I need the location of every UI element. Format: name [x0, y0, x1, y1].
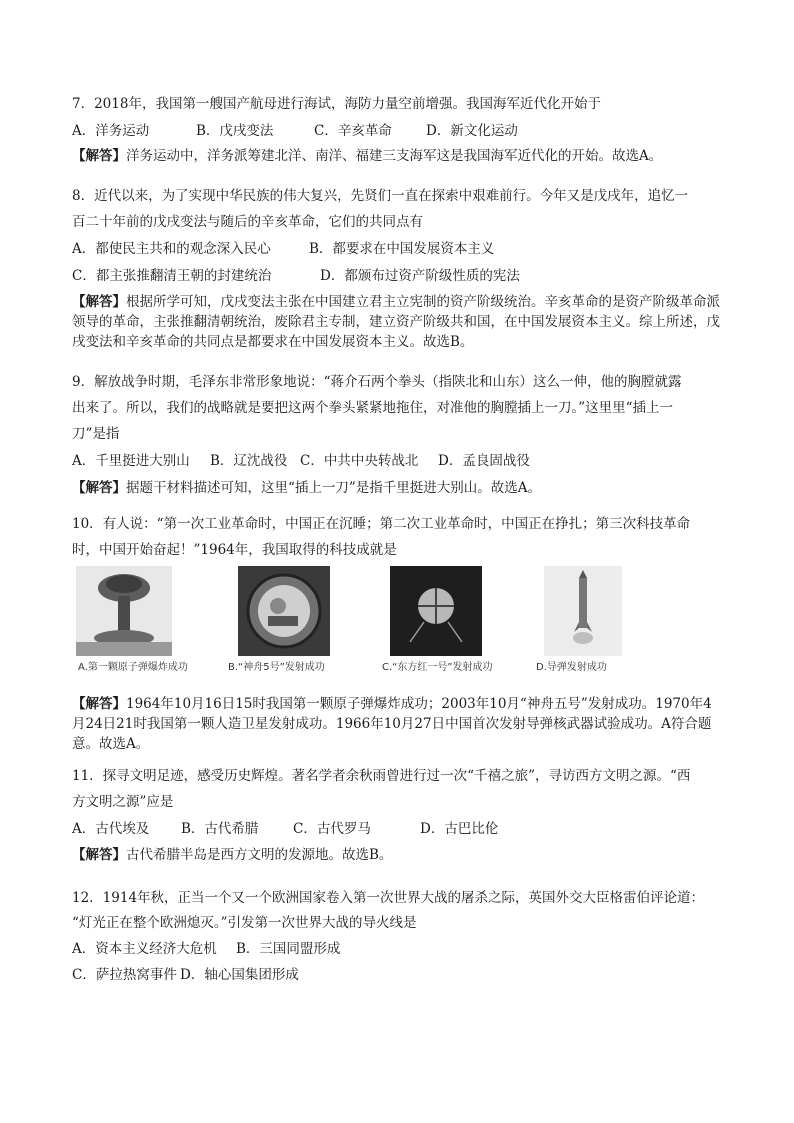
q9-option-b: B．辽沈战役 [210, 453, 288, 469]
q11-answer [72, 845, 722, 865]
q9-stem-line-1: 9．解放战争时期，毛泽东非常形象地说：“蒋介石两个拳头（指陕北和山东）这么一伸，他的胸膛就露 [72, 374, 682, 390]
q12-option-d: D．轴心国集团形成 [180, 967, 299, 983]
image-caption-b: B.“神舟5号”发射成功 [228, 662, 325, 673]
q12-option-a: A．资本主义经济大危机 [72, 941, 217, 957]
answer-tag: 【解答】 [72, 847, 126, 863]
q11-option-d: D．古巴比伦 [420, 821, 499, 837]
q8-answer [72, 292, 722, 352]
question-8 [72, 186, 722, 352]
q8-stem-line-2: 百二十年前的戊戌变法与随后的辛亥革命，它们的共同点有 [72, 214, 423, 230]
q9-option-c: C．中共中央转战北 [300, 453, 419, 469]
image-caption-a: A.第一颗原子弹爆炸成功 [78, 662, 188, 673]
q12-options-row-1 [72, 939, 722, 959]
q11-option-a: A．古代埃及 [72, 821, 150, 837]
q7-option-c: C．辛亥革命 [314, 123, 392, 139]
q10-stem-line-1: 10．有人说：“第一次工业革命时，中国正在沉睡；第二次工业革命时，中国正在挣扎；第三次科技革命 [72, 516, 691, 532]
q12-stem-line-2: “灯光正在整个欧洲熄灭。”引发第一次世界大战的导火线是 [72, 915, 417, 931]
image-caption-d: D.导弹发射成功 [536, 662, 607, 673]
question-12 [72, 888, 722, 985]
q8-options-row-2 [72, 266, 722, 286]
shenzhou-photo [238, 566, 330, 656]
q9-stem-line-2: 出来了。所以，我们的战略就是要把这两个拳头紧紧地拖住，对准他的胸膛插上一刀。”这里里“插上一 [72, 400, 674, 416]
q10-answer [72, 694, 722, 754]
q7-option-a: A．洋务运动 [72, 123, 150, 139]
q9-answer-text: 据题干材料描述可知，这里“插上一刀”是指千里挺进大别山。故选A。 [126, 480, 542, 496]
dongfanghong-photo [390, 566, 482, 656]
question-11 [72, 766, 722, 865]
q11-option-b: B．古代希腊 [181, 821, 259, 837]
answer-tag: 【解答】 [72, 696, 126, 712]
q9-option-d: D．孟良固战役 [438, 453, 530, 469]
q11-answer-text: 古代希腊半岛是西方文明的发源地。故选B。 [126, 847, 393, 863]
q9-answer [72, 478, 722, 498]
answer-tag: 【解答】 [72, 480, 126, 496]
image-caption-c: C.“东方红一号”发射成功 [382, 662, 493, 673]
q11-option-c: C．古代罗马 [293, 821, 371, 837]
q12-options-row-2 [72, 965, 722, 985]
q9-option-a: A．千里挺进大别山 [72, 453, 190, 469]
question-9 [72, 372, 722, 498]
answer-tag: 【解答】 [72, 294, 126, 310]
question-7 [72, 94, 722, 166]
question-10 [72, 514, 722, 560]
q11-stem-line-2: 方文明之源”应是 [72, 794, 174, 810]
q7-stem: 7．2018年，我国第一艘国产航母进行海试，海防力量空前增强。我国海军近代化开始于 [72, 96, 601, 112]
q12-stem-line-1: 12．1914年秋，正当一个又一个欧洲国家卷入第一次世界大战的屠杀之际，英国外交大臣格雷伯评论道： [72, 890, 705, 906]
q10-answer-block [72, 694, 722, 754]
q9-stem-line-3: 刀”是指 [72, 426, 120, 442]
q8-option-d: D．都颁布过资产阶级性质的宪法 [320, 268, 520, 284]
q11-stem-line-1: 11．探寻文明足迹，感受历史辉煌。著名学者余秋雨曾进行过一次“千禧之旅”，寻访西方文明之源。“西 [72, 768, 691, 784]
q10-image-options [72, 566, 722, 682]
q8-option-c: C．都主张推翻清王朝的封建统治 [72, 268, 272, 284]
q12-option-c: C．萨拉热窝事件 [72, 967, 177, 983]
q8-option-a: A．都使民主共和的观念深入民心 [72, 241, 271, 257]
q7-option-b: B．戊戌变法 [196, 123, 274, 139]
q7-options [72, 121, 722, 141]
q11-options [72, 819, 722, 839]
q9-options [72, 451, 722, 471]
q7-answer-text: 洋务运动中，洋务派筹建北洋、南洋、福建三支海军这是我国海军近代化的开始。故选A。 [126, 148, 663, 164]
missile-photo [544, 566, 622, 656]
answer-tag: 【解答】 [72, 148, 126, 164]
q8-answer-text: 根据所学可知，戊戌变法主张在中国建立君主立宪制的资产阶级统治。辛亥革命的是资产阶级革命派领导的革命，主张推翻清朝统治，废除君主专制，建立资产阶级共和国，在中国发展资本主义。综上所述，戊戌变法和辛亥革命的共同点是都要求在中国发展资本主义。故选B。 [72, 294, 720, 350]
q8-options-row-1 [72, 239, 722, 259]
q12-option-b: B．三国同盟形成 [236, 941, 341, 957]
q10-stem-line-2: 时，中国开始奋起！”1964年，我国取得的科技成就是 [72, 542, 397, 558]
q7-option-d: D．新文化运动 [426, 123, 518, 139]
q8-stem-line-1: 8．近代以来，为了实现中华民族的伟大复兴，先贤们一直在探索中艰难前行。今年又是戊戌年，追忆一 [72, 188, 689, 204]
atomic-bomb-photo [76, 566, 172, 656]
q8-option-b: B．都要求在中国发展资本主义 [309, 241, 495, 257]
q10-answer-text: 1964年10月16日15时我国第一颗原子弹爆炸成功；2003年10月“神舟五号”发射成功。1970年4月24日21时我国第一颗人造卫星发射成功。1966年10月27日中国首次发射导弹核武器试验成功。A符合题意。故选A。 [72, 696, 712, 752]
q7-answer [72, 146, 722, 166]
